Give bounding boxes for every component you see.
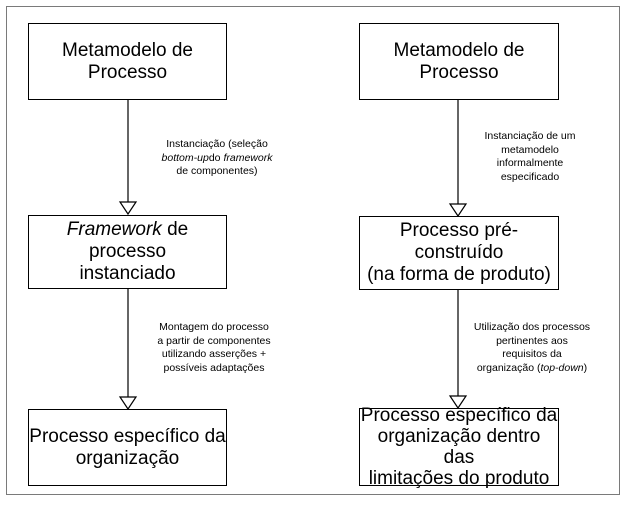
- left-arrowhead-1: [120, 202, 136, 214]
- left-note2-line4: possíveis adaptações: [163, 361, 265, 374]
- left-note1-bottom-up: bottom-up: [161, 151, 209, 164]
- right-note1-line3: informalmente: [496, 157, 564, 169]
- left-metamodel-line2: Processo: [87, 61, 168, 83]
- left-framework-rest: de processo: [88, 219, 189, 262]
- left-note1-framework: framework: [223, 151, 273, 164]
- left-specific-line1: Processo específico da: [29, 425, 226, 447]
- left-specific-line2: organização: [75, 447, 180, 469]
- right-note2-line1: Utilização dos processos: [473, 321, 591, 333]
- left-assembly-note: [138, 321, 290, 375]
- right-specific-process-box: [359, 405, 559, 489]
- left-note1-line3: de componentes): [176, 165, 258, 177]
- right-note2-top-down: top-down: [540, 361, 584, 374]
- left-note2-line1: Montagem do processo: [159, 321, 269, 333]
- right-metamodel-box: [359, 23, 559, 100]
- left-note2-line2: a partir de componentes: [157, 334, 271, 347]
- right-specific-line1: Processo específico da: [360, 405, 558, 426]
- left-arrowhead-2: [120, 397, 136, 409]
- right-prebuilt-process-box: [359, 216, 559, 290]
- right-metamodel-line2: Processo: [419, 61, 499, 83]
- left-metamodel-box: [28, 23, 227, 100]
- right-arrowhead-1: [450, 204, 466, 216]
- left-instantiation-note: [142, 138, 292, 179]
- left-note1-do: do: [208, 151, 224, 164]
- right-note1-line1: Instanciação de um: [484, 130, 576, 142]
- left-note1-line2: [142, 152, 292, 166]
- right-note2-post: ): [583, 361, 588, 374]
- right-note1-line4: especificado: [500, 170, 560, 183]
- right-specific-line3: limitações do produto: [368, 468, 550, 489]
- right-metamodel-line1: Metamodelo de: [393, 39, 525, 61]
- right-usage-note: [468, 321, 596, 375]
- right-instantiation-note: [475, 130, 585, 184]
- right-note2-line4: [468, 362, 596, 376]
- right-prebuilt-line2: (na forma de produto): [367, 264, 551, 285]
- left-framework-box: [28, 215, 227, 289]
- right-prebuilt-line1: Processo pré-construído: [399, 220, 519, 263]
- right-note1-line2: metamodelo: [501, 143, 559, 156]
- left-note2-line3: utilizando asserções +: [161, 348, 267, 360]
- right-note2-line3: requisitos da: [502, 348, 562, 360]
- right-note2-line2: pertinentes aos: [496, 334, 568, 347]
- left-note1-line1: Instanciação (seleção: [166, 138, 268, 150]
- right-specific-line2: organização dentro das: [377, 426, 541, 468]
- left-framework-em: Framework: [66, 219, 162, 240]
- right-note2-pre: organização (: [476, 361, 541, 374]
- left-framework-line2: instanciado: [79, 263, 176, 284]
- left-framework-line1: [29, 219, 226, 263]
- left-specific-process-box: [28, 409, 227, 486]
- left-metamodel-line1: Metamodelo de: [62, 39, 193, 61]
